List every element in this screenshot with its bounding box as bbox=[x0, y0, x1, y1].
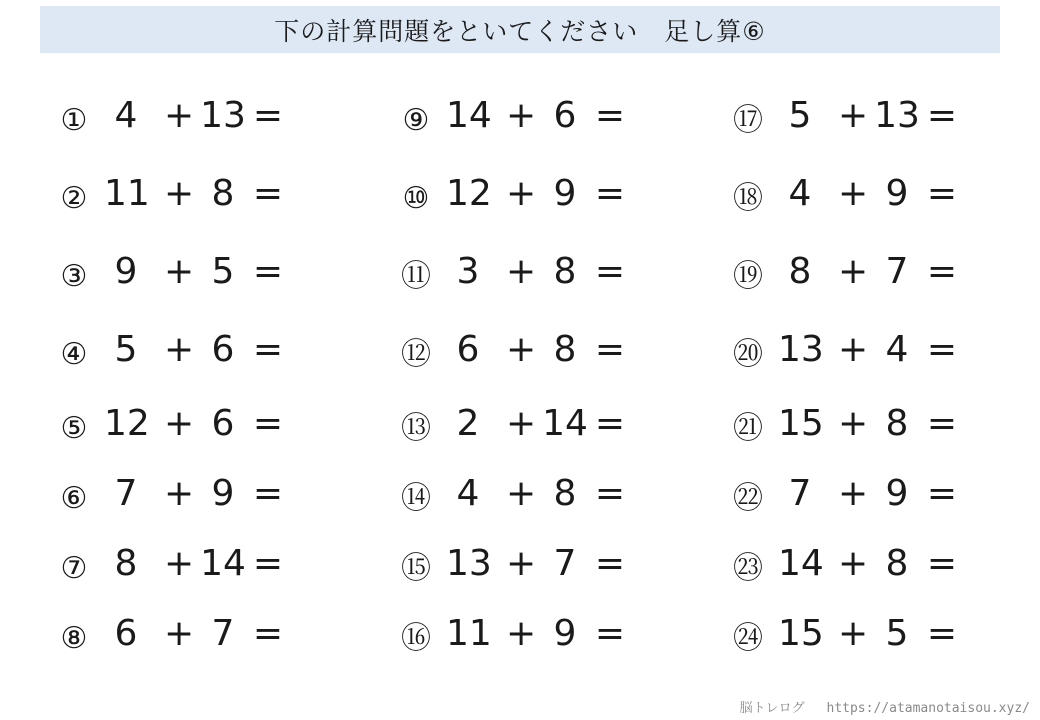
problem-number: ⑧ bbox=[60, 621, 88, 656]
problem-number: ⑬ bbox=[401, 411, 431, 446]
plus-sign: + bbox=[164, 251, 195, 292]
addend-2: 8 bbox=[553, 473, 577, 514]
addend-2: 8 bbox=[553, 329, 577, 370]
addend-1: 4 bbox=[456, 473, 480, 514]
equals-sign: = bbox=[252, 251, 284, 292]
plus-sign: + bbox=[838, 173, 869, 214]
addend-1: 6 bbox=[456, 329, 480, 370]
addend-2: 5 bbox=[211, 251, 235, 292]
plus-sign: + bbox=[838, 473, 869, 514]
addend-1: 2 bbox=[456, 403, 480, 444]
plus-sign: + bbox=[838, 403, 869, 444]
addend-2: 4 bbox=[885, 329, 909, 370]
equals-sign: = bbox=[252, 173, 284, 214]
addend-1: 15 bbox=[778, 613, 824, 654]
plus-sign: + bbox=[506, 543, 537, 584]
problem-number: ⑮ bbox=[401, 551, 431, 586]
addend-2: 8 bbox=[211, 173, 235, 214]
plus-sign: + bbox=[506, 173, 537, 214]
addend-1: 15 bbox=[778, 403, 824, 444]
addend-1: 12 bbox=[446, 173, 492, 214]
addend-2: 13 bbox=[874, 95, 920, 136]
plus-sign: + bbox=[838, 251, 869, 292]
addend-1: 11 bbox=[446, 613, 492, 654]
equals-sign: = bbox=[252, 473, 284, 514]
addend-1: 14 bbox=[778, 543, 824, 584]
problem-number: ⑪ bbox=[401, 259, 431, 294]
addend-1: 11 bbox=[104, 173, 150, 214]
plus-sign: + bbox=[838, 613, 869, 654]
problem-number: ⑫ bbox=[401, 337, 431, 372]
equals-sign: = bbox=[252, 329, 284, 370]
addend-1: 7 bbox=[788, 473, 812, 514]
plus-sign: + bbox=[164, 95, 195, 136]
problem-number: ⑭ bbox=[401, 481, 431, 516]
footer-url[interactable]: https://atamanotaisou.xyz/ bbox=[826, 701, 1030, 716]
plus-sign: + bbox=[164, 613, 195, 654]
problem-number: ② bbox=[60, 181, 88, 216]
plus-sign: + bbox=[506, 95, 537, 136]
page-title-banner bbox=[40, 6, 1000, 53]
addend-2: 7 bbox=[885, 251, 909, 292]
addend-2: 9 bbox=[553, 613, 577, 654]
problem-number: ⑳ bbox=[733, 337, 763, 372]
plus-sign: + bbox=[506, 473, 537, 514]
addend-2: 14 bbox=[200, 543, 246, 584]
addend-2: 9 bbox=[885, 473, 909, 514]
equals-sign: = bbox=[252, 95, 284, 136]
equals-sign: = bbox=[594, 251, 626, 292]
problem-number: ⑲ bbox=[733, 259, 763, 294]
problem-number: ⑯ bbox=[401, 621, 431, 656]
equals-sign: = bbox=[926, 543, 958, 584]
equals-sign: = bbox=[594, 613, 626, 654]
addend-2: 6 bbox=[553, 95, 577, 136]
addend-1: 13 bbox=[778, 329, 824, 370]
plus-sign: + bbox=[838, 543, 869, 584]
addend-1: 7 bbox=[114, 473, 138, 514]
equals-sign: = bbox=[594, 403, 626, 444]
addend-1: 8 bbox=[788, 251, 812, 292]
addend-1: 5 bbox=[788, 95, 812, 136]
problem-number: ㉒ bbox=[733, 481, 763, 516]
addend-2: 8 bbox=[885, 543, 909, 584]
addend-2: 7 bbox=[211, 613, 235, 654]
addend-1: 3 bbox=[456, 251, 480, 292]
addend-1: 8 bbox=[114, 543, 138, 584]
equals-sign: = bbox=[926, 173, 958, 214]
equals-sign: = bbox=[926, 613, 958, 654]
footer bbox=[740, 697, 1030, 716]
equals-sign: = bbox=[594, 329, 626, 370]
plus-sign: + bbox=[506, 403, 537, 444]
addend-1: 14 bbox=[446, 95, 492, 136]
problem-number: ⑱ bbox=[733, 181, 763, 216]
plus-sign: + bbox=[164, 173, 195, 214]
equals-sign: = bbox=[252, 543, 284, 584]
problem-number: ㉓ bbox=[733, 551, 763, 586]
problem-number: ㉑ bbox=[733, 411, 763, 446]
equals-sign: = bbox=[926, 403, 958, 444]
problem-number: ⑥ bbox=[60, 481, 88, 516]
plus-sign: + bbox=[506, 329, 537, 370]
problem-number: ④ bbox=[60, 337, 88, 372]
addend-1: 12 bbox=[104, 403, 150, 444]
plus-sign: + bbox=[164, 403, 195, 444]
addend-2: 8 bbox=[885, 403, 909, 444]
problem-number: ① bbox=[60, 103, 88, 138]
equals-sign: = bbox=[252, 403, 284, 444]
addend-1: 4 bbox=[114, 95, 138, 136]
plus-sign: + bbox=[164, 543, 195, 584]
equals-sign: = bbox=[594, 173, 626, 214]
equals-sign: = bbox=[926, 251, 958, 292]
addend-2: 8 bbox=[553, 251, 577, 292]
problem-number: ⑤ bbox=[60, 411, 88, 446]
plus-sign: + bbox=[506, 251, 537, 292]
equals-sign: = bbox=[252, 613, 284, 654]
addend-1: 9 bbox=[114, 251, 138, 292]
addend-2: 9 bbox=[211, 473, 235, 514]
equals-sign: = bbox=[594, 543, 626, 584]
addend-2: 9 bbox=[885, 173, 909, 214]
problem-number: ⑩ bbox=[402, 181, 430, 216]
addend-1: 5 bbox=[114, 329, 138, 370]
problem-number: ⑰ bbox=[733, 103, 763, 138]
addend-2: 5 bbox=[885, 613, 909, 654]
addend-2: 7 bbox=[553, 543, 577, 584]
plus-sign: + bbox=[506, 613, 537, 654]
addend-1: 13 bbox=[446, 543, 492, 584]
page-title: 下の計算問題をといてください 足し算⑥ bbox=[274, 16, 766, 46]
equals-sign: = bbox=[594, 473, 626, 514]
plus-sign: + bbox=[838, 95, 869, 136]
equals-sign: = bbox=[926, 329, 958, 370]
addend-2: 14 bbox=[542, 403, 588, 444]
addend-2: 6 bbox=[211, 403, 235, 444]
footer-brand: 脳トレログ bbox=[739, 701, 805, 716]
problem-number: ③ bbox=[60, 259, 88, 294]
addend-1: 4 bbox=[788, 173, 812, 214]
plus-sign: + bbox=[164, 329, 195, 370]
equals-sign: = bbox=[594, 95, 626, 136]
problem-number: ⑨ bbox=[402, 103, 430, 138]
addend-2: 13 bbox=[200, 95, 246, 136]
plus-sign: + bbox=[838, 329, 869, 370]
equals-sign: = bbox=[926, 95, 958, 136]
equals-sign: = bbox=[926, 473, 958, 514]
plus-sign: + bbox=[164, 473, 195, 514]
addend-2: 6 bbox=[211, 329, 235, 370]
problem-number: ⑦ bbox=[60, 551, 88, 586]
problem-number: ㉔ bbox=[733, 621, 763, 656]
addend-2: 9 bbox=[553, 173, 577, 214]
addend-1: 6 bbox=[114, 613, 138, 654]
